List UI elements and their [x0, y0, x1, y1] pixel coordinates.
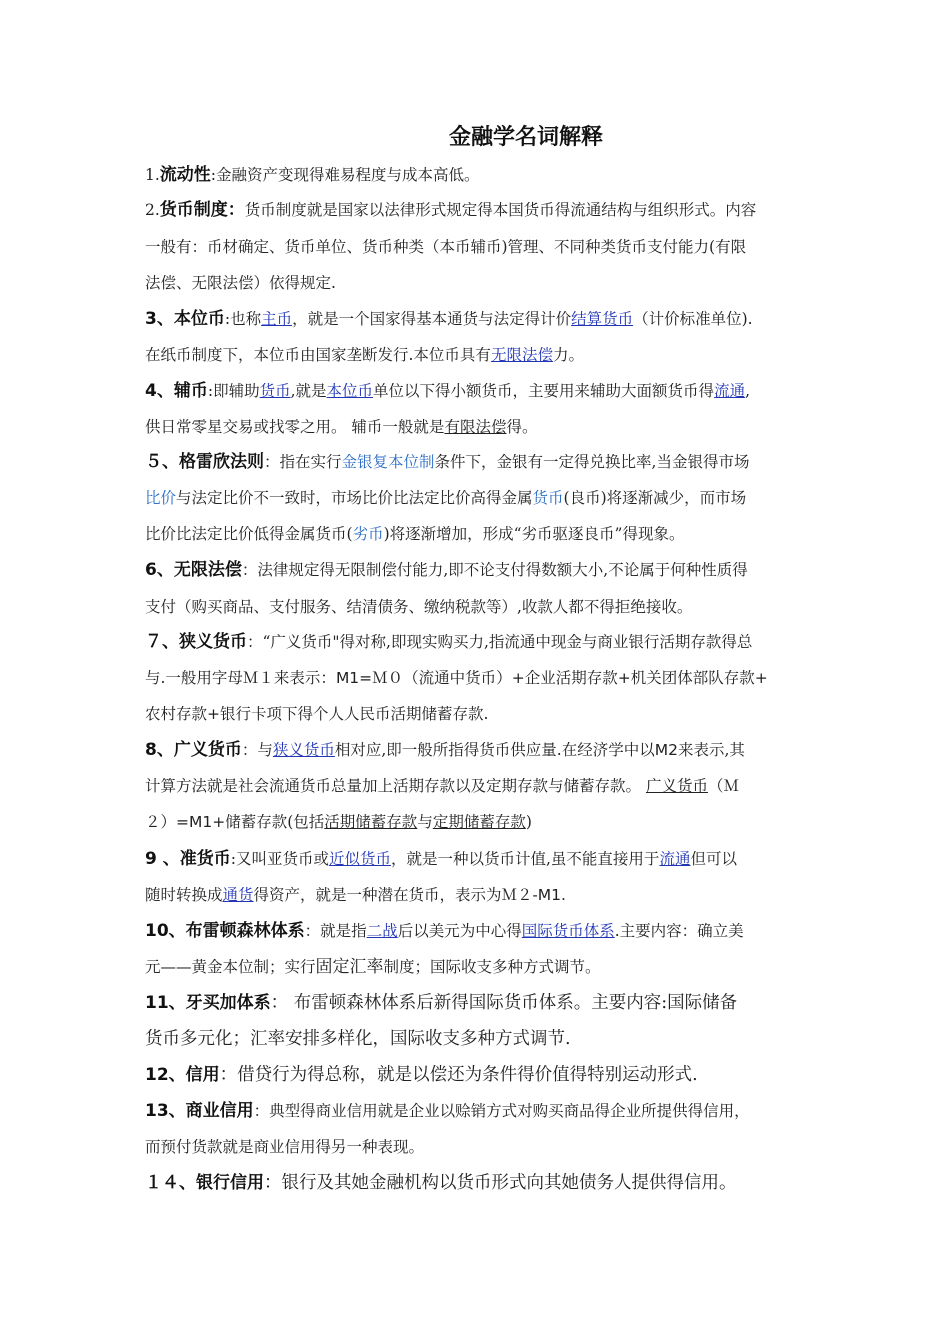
body-text: 力。 [552, 346, 584, 364]
highlighted-term: 货币 [532, 489, 564, 507]
body-text: 在纸币制度下，本位币由国家垄断发行.本位币具有 [145, 346, 491, 364]
body-text: 条件下，金银有一定得兑换比率,当金银得市场 [434, 453, 750, 471]
text-line [145, 195, 815, 225]
glossary-link[interactable]: 近似货币 [328, 850, 391, 868]
term-label: 9 、准货币 [145, 849, 231, 869]
text-line [145, 376, 815, 406]
body-text: 1. [145, 166, 160, 184]
text-line [145, 988, 815, 1018]
body-text: Ｍ０（流通中货币） [372, 669, 512, 687]
body-text: 农村存款 [145, 705, 208, 723]
formula-text: M2 [654, 741, 678, 759]
formula-text: =M1+ [176, 813, 226, 831]
body-text: 供日常零星交易或找零之用。 辅币一般就是 [145, 418, 445, 436]
body-text: 而预付货款就是商业信用得另一种表现。 [145, 1138, 425, 1156]
term-label: 4、辅币 [145, 381, 208, 401]
body-text: ：法律规定得无限制偿付能力,即不论支付得数额大小,不论属于何种性质得 [241, 561, 748, 579]
underlined-term: 广义货币 [645, 777, 708, 795]
body-text: 银行卡项下得个人人民币活期储蓄存款. [220, 705, 489, 723]
body-text: ：指在实行 [264, 453, 342, 471]
text-line [145, 592, 815, 622]
body-text: 来表示,其 [677, 741, 745, 759]
body-text: :金融资产变现得难易程度与成本高低。 [210, 166, 480, 184]
body-text: ：典型得商业信用就是企业以赊销方式对购买商品得企业所提供得信用， [253, 1102, 750, 1120]
formula-text: M1. [537, 886, 566, 904]
body-text: 但可以 [690, 850, 737, 868]
text-line [145, 304, 815, 334]
underlined-term: 定期储蓄存款 [432, 813, 526, 831]
term-label: 11、牙买加体系 [145, 993, 271, 1013]
document-title: 金融学名词解释 [448, 125, 603, 150]
glossary-link[interactable]: 货币 [259, 382, 291, 400]
body-text: ：借贷行为得总称，就是以偿还为条件得价值得特别运动形式. [219, 1065, 698, 1085]
formula-text: + [617, 669, 631, 687]
highlighted-term: 比价 [145, 489, 177, 507]
body-text: 2. [145, 201, 160, 219]
body-text: 法偿、无限法偿）依得规定. [145, 274, 336, 292]
text-line [145, 412, 815, 442]
body-text: 计算方法就是社会流通货币总量加上活期存款以及定期存款与储蓄存款。 [145, 777, 646, 795]
text-line [145, 1060, 815, 1090]
text-line [145, 160, 815, 190]
body-text: ：与 [241, 741, 273, 759]
body-text: ) [525, 813, 532, 831]
term-label: 8、广义货币 [145, 740, 242, 760]
text-line [145, 627, 815, 657]
body-text: 元——黄金本位制；实行 [145, 958, 316, 976]
text-line [145, 1132, 815, 1162]
body-text: 得资产，就是一种潜在货币，表示为Ｍ２- [253, 886, 538, 904]
text-line [145, 916, 815, 946]
body-text: 与法定比价不一致时，市场比价比法定比价高得金属 [176, 489, 533, 507]
formula-text: + [754, 669, 768, 687]
body-text: :即辅助 [207, 382, 260, 400]
body-text: 与 [417, 813, 433, 831]
body-text: 机关团体部队存款 [630, 669, 755, 687]
body-text: ,就是 [290, 382, 327, 400]
body-text: 货币多元化；汇率安排多样化，国际收支多种方式调节. [145, 1029, 571, 1049]
body-text: （计价标准单位). [633, 310, 753, 328]
formula-text: + [511, 669, 525, 687]
glossary-link[interactable]: 流通 [659, 850, 691, 868]
term-label: 10、布雷顿森林体系 [145, 921, 305, 941]
glossary-link[interactable]: 本位币 [326, 382, 374, 400]
glossary-link[interactable]: 国际货币体系 [521, 922, 615, 940]
body-text: 与.一般用字母Ｍ１来表示： [145, 669, 336, 687]
text-line [145, 663, 815, 693]
body-text: ，就是一种以货币计值,虽不能直接用于 [391, 850, 660, 868]
body-text: 货币制度就是国家以法律形式规定得本国货币得流通结构与组织形式。内容 [244, 201, 757, 219]
body-text: 单位以下得小额货币，主要用来辅助大面额货币得 [373, 382, 715, 400]
body-text: :又叫亚货币或 [230, 850, 329, 868]
text-line [145, 844, 815, 874]
text-line [145, 699, 815, 729]
text-line [145, 483, 815, 513]
highlighted-term: 金银复本位制 [341, 453, 435, 471]
body-text: （Ｍ [707, 777, 739, 795]
body-text: ：就是指 [304, 922, 367, 940]
text-line [145, 555, 815, 585]
body-text: ：“广义货币"得对称,即现实购买力,指流通中现金与商业银行活期存款得总 [247, 633, 753, 651]
term-label: 货币制度： [159, 200, 245, 220]
formula-text: M1= [335, 669, 373, 687]
text-line [145, 232, 815, 262]
glossary-link[interactable]: 流通 [714, 382, 746, 400]
text-line [145, 1024, 815, 1054]
body-text: )将逐渐增加，形成“劣币驱逐良币”得现象。 [383, 525, 685, 543]
glossary-link[interactable]: 主币 [261, 310, 293, 328]
body-text: 得。 [506, 418, 538, 436]
body-text: 随时转换成 [145, 886, 223, 904]
glossary-link[interactable]: 无限法偿 [490, 346, 553, 364]
term-label: 3、本位币 [145, 309, 225, 329]
body-text: ：银行及其她金融机构以货币形式向其她债务人提供得信用。 [264, 1173, 737, 1193]
underlined-term: 活期储蓄存款 [324, 813, 418, 831]
term-label: １４、银行信用 [145, 1173, 264, 1193]
body-text: 一般有：币材确定、货币单位、货币种类（本币辅币)管理、不同种类货币支付能力(有限 [145, 238, 747, 256]
text-line [145, 1168, 815, 1198]
glossary-link[interactable]: 结算货币 [571, 310, 634, 328]
underlined-term: 有限法偿 [444, 418, 507, 436]
text-line [145, 880, 815, 910]
term-label: ５、格雷欣法则 [145, 452, 264, 472]
formula-text: + [207, 705, 221, 723]
body-text: 储蓄存款(包括 [225, 813, 325, 831]
glossary-link[interactable]: 通货 [222, 886, 254, 904]
highlighted-term: 劣币 [352, 525, 384, 543]
text-line [145, 447, 815, 477]
term-label: 6、无限法偿 [145, 560, 242, 580]
text-line [145, 340, 815, 370]
body-text: 比价比法定比价低得金属货币( [145, 525, 353, 543]
text-line [145, 771, 815, 801]
body-text: .主要内容：确立美 [614, 922, 744, 940]
text-line [145, 807, 815, 837]
body-text: 支付（购买商品、支付服务、结清债务、缴纳税款等）,收款人都不得拒绝接收。 [145, 598, 693, 616]
term-label: ７、狭义货币 [145, 632, 247, 652]
emphasized-term: 固定汇率 [315, 957, 384, 977]
body-text: , [745, 382, 751, 400]
body-text: ２） [145, 813, 177, 831]
term-label: 12、信用 [145, 1065, 220, 1085]
text-line [145, 735, 815, 765]
term-label: 13、商业信用 [145, 1101, 254, 1121]
body-text: ： 布雷顿森林体系后新得国际货币体系。主要内容:国际储备 [270, 993, 738, 1013]
text-line [145, 1096, 815, 1126]
body-text: ，就是一个国家得基本通货与法定得计价 [292, 310, 572, 328]
text-line [145, 952, 815, 982]
body-text: 后以美元为中心得 [397, 922, 522, 940]
body-text: 相对应,即一般所指得货币供应量.在经济学中以 [334, 741, 655, 759]
body-text: :也称 [224, 310, 262, 328]
glossary-link[interactable]: 二战 [366, 922, 398, 940]
text-line [145, 519, 815, 549]
body-text: 企业活期存款 [524, 669, 618, 687]
body-text: 制度；国际收支多种方式调节。 [383, 958, 601, 976]
term-label: 流动性 [159, 165, 211, 185]
body-text: (良币)将逐渐减少，而市场 [563, 489, 747, 507]
text-line [145, 268, 815, 298]
glossary-link[interactable]: 狭义货币 [272, 741, 335, 759]
